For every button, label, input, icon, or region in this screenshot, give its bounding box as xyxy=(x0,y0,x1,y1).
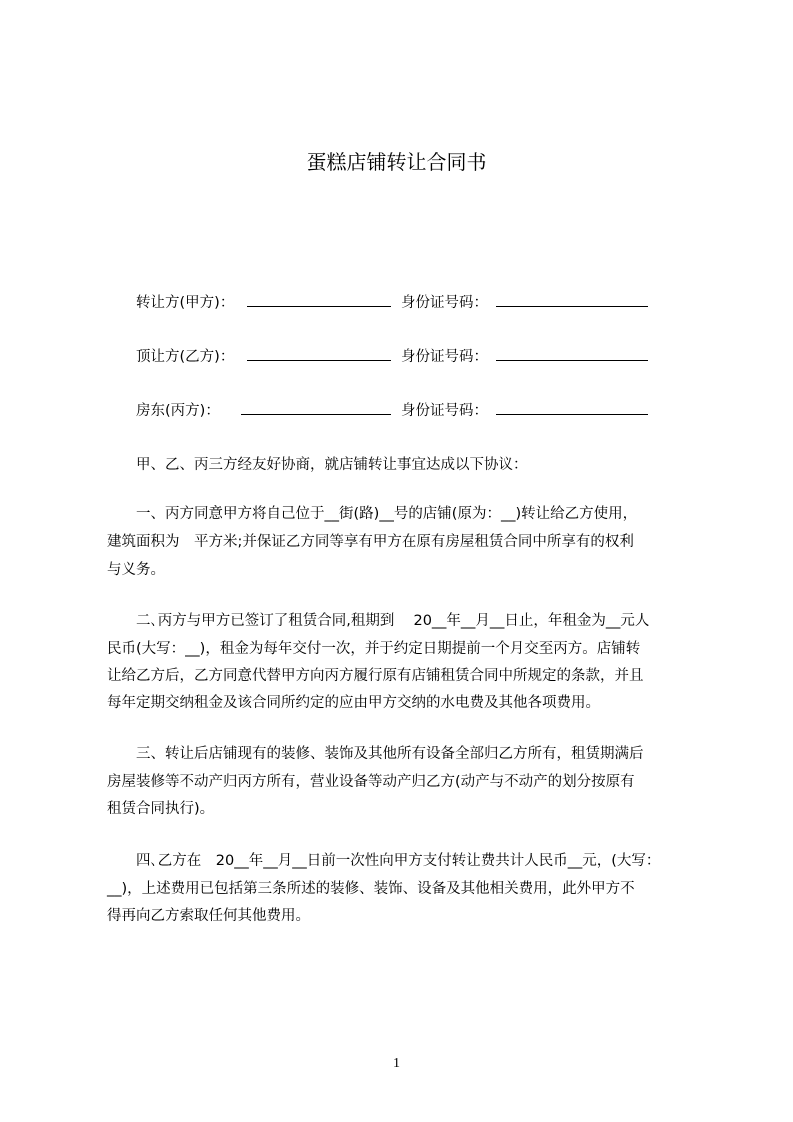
party-label: 顶让方(乙方)： xyxy=(136,349,235,365)
clause-line: 每年定期交纳租金及该合同所约定的应由甲方交纳的水电费及其他各项费用。 xyxy=(107,695,600,711)
clause-line: 四､乙方在 20__年__月__日前一次性向甲方支付转让费共计人民币__元，(大写： xyxy=(136,853,661,869)
clause-line: 民币(大写：__)，租金为每年交付一次，并于约定日期提前一个月交至丙方。店铺转 xyxy=(107,641,641,657)
intro-text: 甲、乙、丙三方经友好协商，就店铺转让事宜达成以下协议： xyxy=(136,457,528,473)
clause-line: 与义务。 xyxy=(107,562,165,578)
clause-line: __)，上述费用已包括第三条所述的装修、装饰、设备及其他相关费用，此外甲方不 xyxy=(107,881,635,897)
clause-line: 建筑面积为 平方米;并保证乙方同等享有甲方在原有房屋租赁合同中所享有的权利 xyxy=(107,534,634,550)
id-label: 身份证号码： xyxy=(401,403,488,419)
clause-line: 得再向乙方索取任何其他费用。 xyxy=(107,908,310,924)
party-label: 转让方(甲方)： xyxy=(136,295,235,311)
page-number: 1 xyxy=(393,1056,400,1071)
clause-line: 让给乙方后，乙方同意代替甲方向丙方履行原有店铺租赁合同中所规定的条款，并且 xyxy=(107,668,644,684)
id-label: 身份证号码： xyxy=(401,349,488,365)
party-label: 房东(丙方)： xyxy=(136,403,220,419)
clause-line: 租赁合同执行)。 xyxy=(107,801,215,817)
clause-line: 一、丙方同意甲方将自己位于__街(路)__号的店铺(原为：__)转让给乙方使用， xyxy=(136,506,638,522)
clause-line: 三、转让后店铺现有的装修、装饰及其他所有设备全部归乙方所有，租赁期满后 xyxy=(136,746,644,762)
clause-line: 二､丙方与甲方已签订了租赁合同,租期到 20__年__月__日止，年租金为__元人 xyxy=(136,613,650,629)
clause-line: 房屋装修等不动产归丙方所有，营业设备等动产归乙方(动产与不动产的划分按原有 xyxy=(107,774,635,790)
id-label: 身份证号码： xyxy=(401,295,488,311)
document-title: 蛋糕店铺转让合同书 xyxy=(306,150,487,174)
